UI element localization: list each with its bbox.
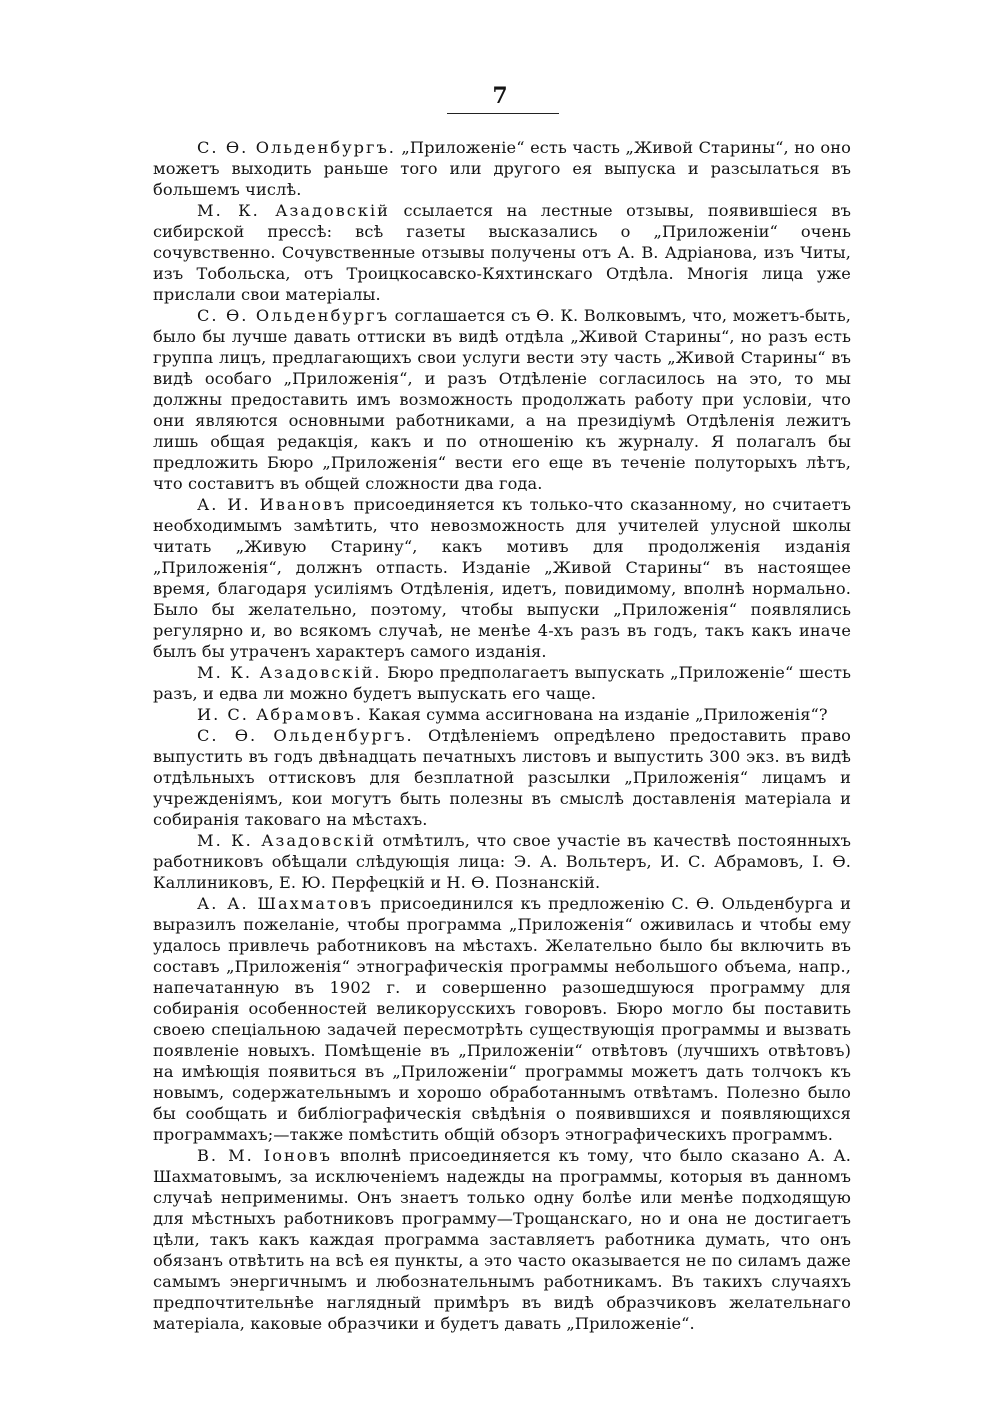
speaker-name: М. К. Азадовскій [197, 831, 376, 850]
paragraph-8 [153, 830, 851, 893]
paragraph-6 [153, 704, 851, 725]
page-number: 7 [492, 83, 508, 109]
paragraph-4 [153, 494, 851, 662]
paragraph-text: присоединяется къ только-что сказанному, но считаетъ необходимымъ замѣтить, что невозможность для учителей улусной школы читать „Живую Старину“, какъ мотивъ для продолженія изданія „Приложенія“, должнъ отпасть. Изданіе „Живой Старины“ въ настоящее время, благодаря усиліямъ Отдѣленія, идетъ, повидимому, вполнѣ нормально. Было бы желательно, поэтому, чтобы выпуски „Приложенія“ появлялись регулярно и, во всякомъ случаѣ, не менѣе 4-хъ разъ въ годъ, такъ какъ иначе былъ бы утраченъ характеръ самого изданія. [153, 495, 851, 661]
speaker-name: С. Ѳ. Ольденбургъ. [197, 726, 414, 745]
paragraph-text: „Приложеніе“ есть часть „Живой Старины“, но оно можетъ выходить раньше того или другого ея выпуска и разсылаться въ большемъ числѣ. [153, 138, 851, 199]
paragraph-9 [153, 893, 851, 1145]
paragraph-text: вполнѣ присоединяется къ тому, что было сказано А. А. Шахматовымъ, за исключеніемъ надежды на программы, которыя въ данномъ случаѣ неприменимы. Онъ знаетъ только одну болѣе или менѣе подходящую для мѣстныхъ работниковъ программу—Трощанскаго, но и она не достигаетъ цѣли, такъ какъ каждая программа заставляетъ работника думать, что онъ обязанъ отвѣтить на всѣ ея пункты, а это часто оказывается не по силамъ даже самымъ энергичнымъ и любознательнымъ работникамъ. Въ такихъ случаяхъ предпочтительнѣе наглядный примѣръ въ видѣ образчиковъ желательнаго матеріала, каковые образчики и будетъ давать „Приложеніе“. [153, 1146, 851, 1333]
page-number-rule [447, 113, 559, 114]
speaker-name: М. К. Азадовскій. [197, 663, 382, 682]
paragraph-7 [153, 725, 851, 830]
speaker-name: А. И. Ивановъ [197, 495, 347, 514]
paragraph-text: отмѣтилъ, что свое участіе въ качествѣ постоянныхъ работниковъ обѣщали слѣдующія лица: Э. А. Вольтеръ, И. С. Абрамовъ, І. Ѳ. Каллиниковъ, Е. Ю. Перфецкій и Н. Ѳ. Познанскій. [153, 831, 851, 892]
paragraph-text: Отдѣленіемъ опредѣлено предоставить право выпустить въ годъ двѣнадцать печатныхъ листовъ и выпустить 300 экз. въ видѣ отдѣльныхъ оттисковъ для безплатной разсылки „Приложенія“ лицамъ и учрежденіямъ, кои могутъ быть полезны въ смыслѣ доставленія матеріала и собиранія таковаго на мѣстахъ. [153, 726, 851, 829]
paragraph-text: соглашается съ Ѳ. К. Волковымъ, что, можетъ-быть, было бы лучше давать оттиски въ видѣ отдѣла „Живой Старины“, но разъ есть группа лицъ, предлагающихъ свои услуги вести эту часть „Живой Старины“ въ видѣ особаго „Приложенія“, и разъ Отдѣленіе согласилось на это, то мы должны предоставить имъ возможность продолжать работу при условіи, что они являются основными работниками, а на президіумѣ Отдѣленія лежитъ лишь общая редакція, какъ и по отношенію къ журналу. Я полагалъ бы предложить Бюро „Приложенія“ вести его еще въ теченіе полуторыхъ лѣтъ, что составитъ въ общей сложности два года. [153, 306, 851, 493]
speaker-name: С. Ѳ. Ольденбургъ. [197, 138, 396, 157]
speaker-name: В. М. Іоновъ [197, 1146, 332, 1165]
speaker-name: А. А. Шахматовъ [197, 894, 374, 913]
paragraph-1 [153, 137, 851, 200]
paragraph-2 [153, 200, 851, 305]
speaker-name: С. Ѳ. Ольденбургъ [197, 306, 390, 325]
paragraph-text: присоединился къ предложенію С. Ѳ. Ольденбурга и выразилъ пожеланіе, чтобы программа „Приложенія“ оживилась и чтобы ему удалось привлечь работниковъ на мѣстахъ. Желательно было бы включить въ составъ „Приложенія“ этнографическія программы небольшого объема, напр., напечатанную въ 1902 г. и совершенно разошедшуюся программу для собиранія особенностей великорусскихъ говоровъ. Бюро могло бы поставить своею спеціальною задачей пересмотрѣть существующія программы и вызвать появленіе новыхъ. Помѣщеніе въ „Приложеніи“ отвѣтовъ (лучшихъ отвѣтовъ) на имѣющія появиться въ „Приложеніи“ программы можетъ дать толчокъ къ новымъ, содержательнымъ и хорошо обработаннымъ отвѣтамъ. Полезно было бы сообщать и библіографическія свѣдѣнія о появившихся и появляющихся программахъ;—также помѣстить общій обзоръ этнографическихъ программъ. [153, 894, 851, 1144]
paragraph-text: Какая сумма ассигнована на изданіе „Приложенія“? [363, 705, 828, 724]
text-body [153, 137, 851, 1334]
speaker-name: И. С. Абрамовъ. [197, 705, 363, 724]
speaker-name: М. К. Азадовскій [197, 201, 390, 220]
paragraph-5 [153, 662, 851, 704]
paragraph-3 [153, 305, 851, 494]
paragraph-text: ссылается на лестные отзывы, появившіеся въ сибирской прессѣ: всѣ газеты высказались о „Приложеніи“ очень сочувственно. Сочувственные отзывы получены отъ А. В. Адріанова, изъ Читы, изъ Тобольска, отъ Троицкосавско-Кяхтинскаго Отдѣла. Многія лица уже прислали свои матеріалы. [153, 201, 851, 304]
paragraph-10 [153, 1145, 851, 1334]
paragraph-text: Бюро предполагаетъ выпускать „Приложеніе“ шесть разъ, и едва ли можно будетъ выпускать его чаще. [153, 663, 852, 703]
